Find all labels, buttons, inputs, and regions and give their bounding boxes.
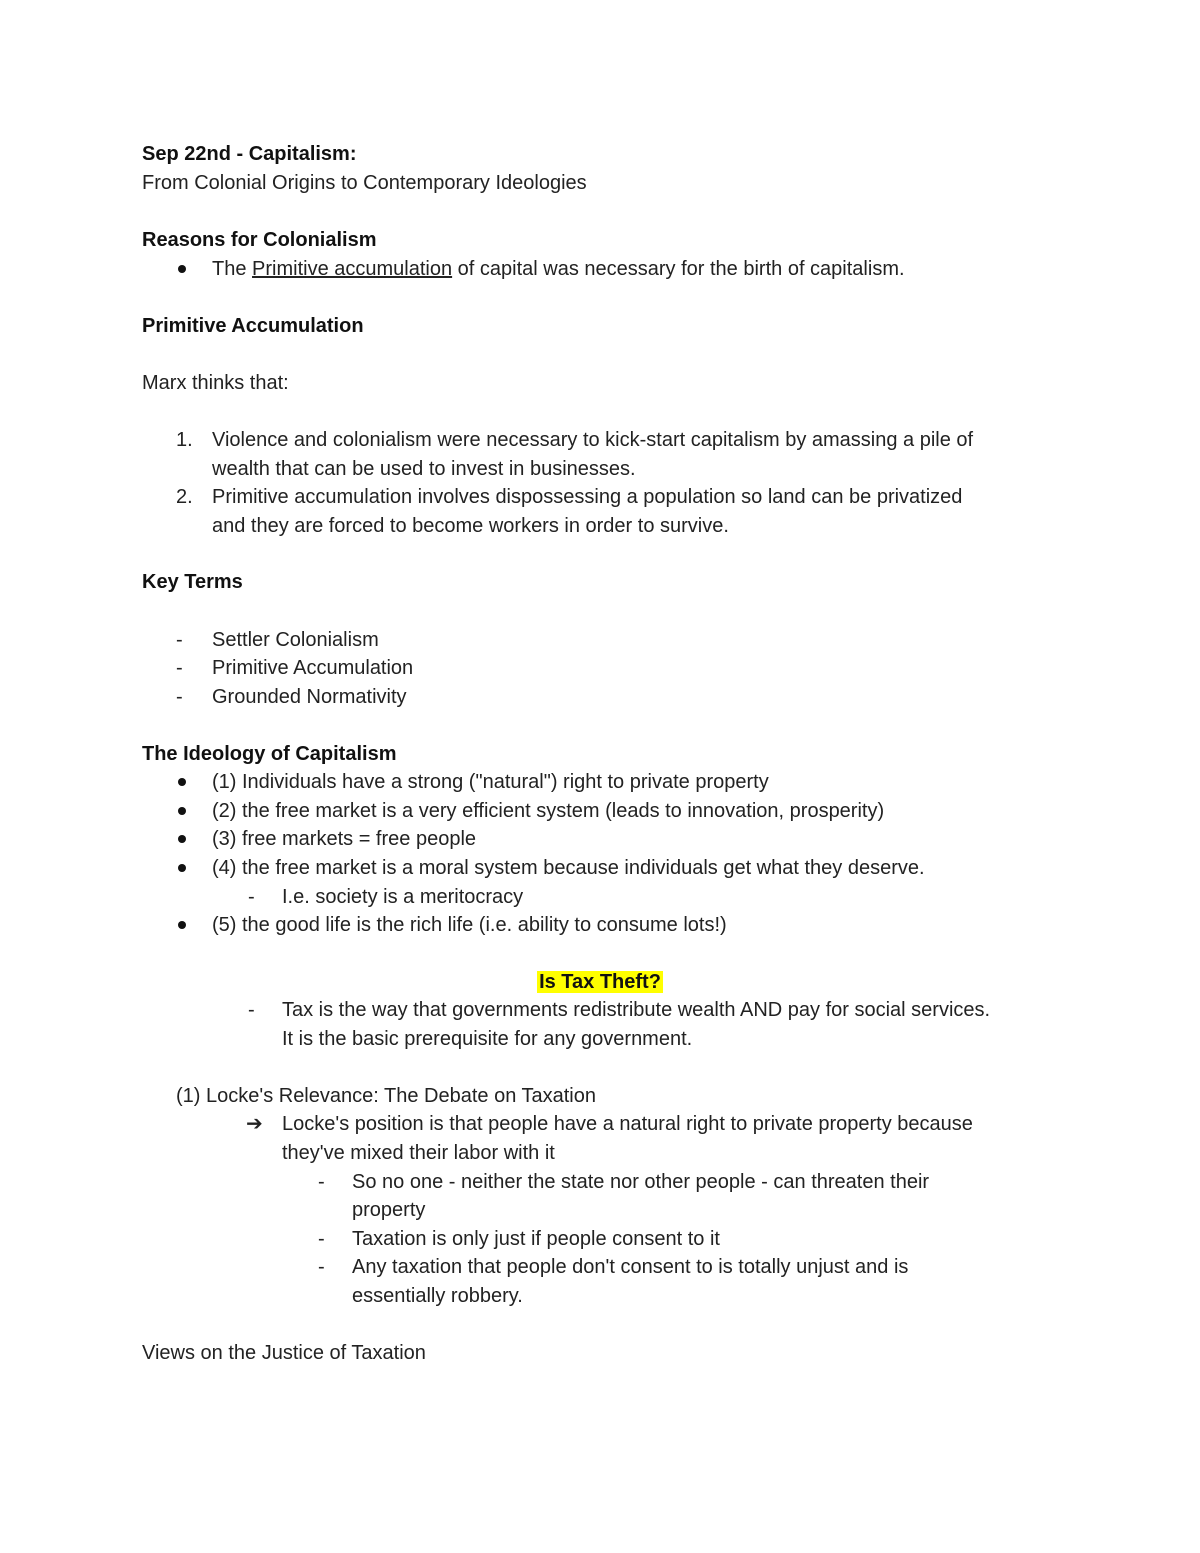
bullet-text-post: of capital was necessary for the birth of capitalism. (452, 258, 905, 280)
bullet-icon (178, 921, 186, 929)
heading-reasons-colonialism: Reasons for Colonialism (142, 229, 377, 251)
ideology-item: (4) the free market is a moral system because individuals get what they deserve. (212, 857, 925, 879)
dash-marker: - (176, 657, 183, 679)
page-title: Sep 22nd - Capitalism: (142, 143, 357, 165)
dash-marker: - (248, 999, 255, 1021)
locke-sub-line: essentially robbery. (352, 1285, 523, 1307)
page-subtitle: From Colonial Origins to Contemporary Ideologies (142, 172, 587, 194)
bullet-text-pre: The (212, 258, 253, 280)
key-term-item: Settler Colonialism (212, 629, 379, 651)
heading-key-terms: Key Terms (142, 571, 243, 593)
ideology-item: (1) Individuals have a strong ("natural") right to private property (212, 771, 769, 793)
ideology-item: (5) the good life is the rich life (i.e. ability to consume lots!) (212, 914, 727, 936)
marx-intro: Marx thinks that: (142, 372, 289, 394)
bullet-icon (178, 265, 186, 273)
locke-sub-line: Any taxation that people don't consent to is totally unjust and is (352, 1256, 909, 1278)
ideology-item: (2) the free market is a very efficient system (leads to innovation, prosperity) (212, 800, 885, 822)
colonialism-bullet (212, 257, 905, 281)
tax-heading-row (0, 970, 1200, 994)
dash-marker: - (318, 1228, 325, 1250)
list-item-line: Violence and colonialism were necessary to kick-start capitalism by amassing a pile of (212, 429, 974, 451)
locke-heading: (1) Locke's Relevance: The Debate on Taxation (176, 1085, 596, 1107)
dash-marker: - (176, 629, 183, 651)
dash-marker: - (248, 886, 255, 908)
list-item-line: wealth that can be used to invest in businesses. (212, 458, 636, 480)
locke-sub-line: Taxation is only just if people consent to it (352, 1228, 720, 1250)
locke-point-line: Locke's position is that people have a natural right to private property because (282, 1113, 973, 1135)
locke-sub-line: property (352, 1199, 426, 1221)
heading-primitive-accumulation: Primitive Accumulation (142, 315, 364, 337)
key-term-item: Grounded Normativity (212, 686, 407, 708)
views-justice-taxation: Views on the Justice of Taxation (142, 1342, 426, 1364)
heading-is-tax-theft: Is Tax Theft? (539, 971, 661, 993)
bullet-icon (178, 835, 186, 843)
list-item-line: Primitive accumulation involves dispossessing a population so land can be privatized (212, 486, 963, 508)
dash-marker: - (176, 686, 183, 708)
locke-point-line: they've mixed their labor with it (282, 1142, 555, 1164)
heading-ideology-capitalism: The Ideology of Capitalism (142, 743, 397, 765)
bullet-icon (178, 778, 186, 786)
bullet-icon (178, 807, 186, 815)
primitive-accumulation-link[interactable]: Primitive accumulation (252, 258, 453, 280)
ideology-item: (3) free markets = free people (212, 828, 477, 850)
tax-text-line: It is the basic prerequisite for any government. (282, 1028, 693, 1050)
list-number: 2. (176, 486, 193, 508)
dash-marker: - (318, 1171, 325, 1193)
key-term-item: Primitive Accumulation (212, 657, 414, 679)
bullet-icon (178, 864, 186, 872)
list-number: 1. (176, 429, 193, 451)
arrow-right-icon: ➔ (246, 1113, 263, 1135)
list-item-line: and they are forced to become workers in order to survive. (212, 515, 729, 537)
ideology-sub-item: I.e. society is a meritocracy (282, 886, 524, 908)
dash-marker: - (318, 1256, 325, 1278)
tax-text-line: Tax is the way that governments redistribute wealth AND pay for social services. (282, 999, 991, 1021)
locke-sub-line: So no one - neither the state nor other people - can threaten their (352, 1171, 930, 1193)
